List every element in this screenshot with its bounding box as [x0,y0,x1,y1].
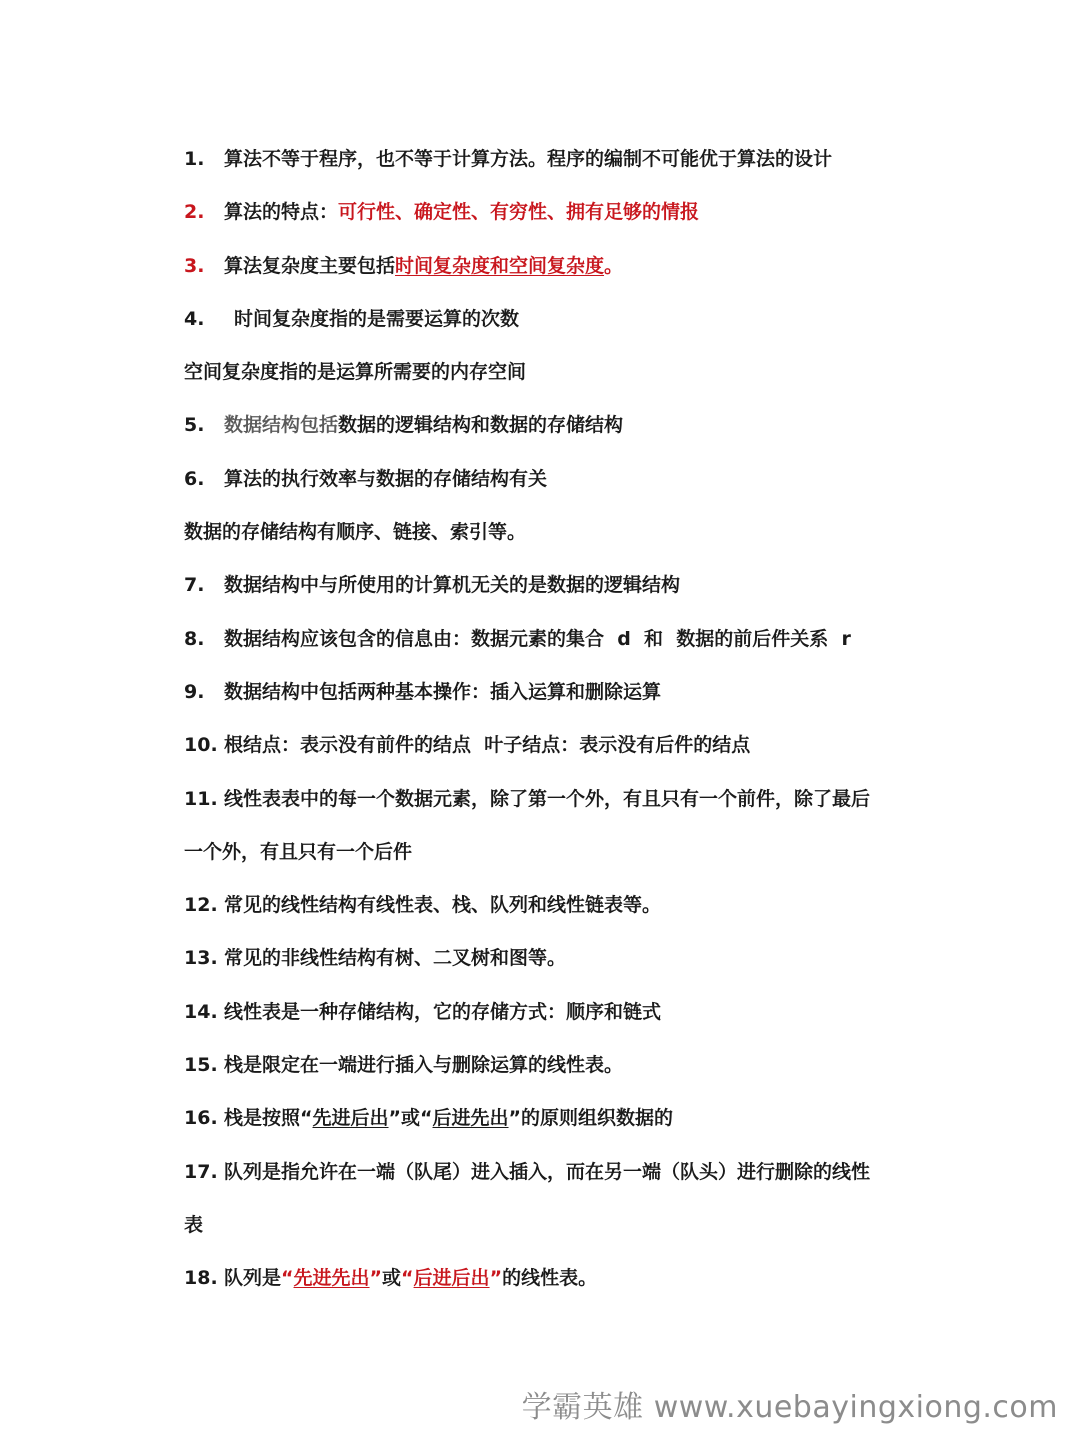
item-number: 8. [184,627,205,650]
item-text: 的线性表。 [502,1267,598,1290]
quote-mark: “ [401,1267,414,1290]
list-item-11-continuation [184,833,944,886]
item-text: 数据的逻辑结构和数据的存储结构 [338,414,624,437]
item-number: 3. [184,254,205,277]
list-item-4 [184,300,944,353]
quote-mark: ” [489,1267,503,1290]
item-text: 线性表表中的每一个数据元素，除了第一个外，有且只有一个前件，除了最后 [224,787,871,810]
item-number: 10. [184,734,218,757]
list-item-9 [184,673,944,726]
list-item-15 [184,1046,944,1099]
item-number: 18. [184,1267,218,1290]
item-number: 15. [184,1054,218,1077]
item-number: 13. [184,947,218,970]
item-text: 根结点：表示没有前件的结点 叶子结点：表示没有后件的结点 [224,734,751,757]
item-text: 数据结构中与所使用的计算机无关的是数据的逻辑结构 [224,574,681,597]
list-item-10 [184,726,944,779]
item-text: ”或“ [388,1107,433,1130]
item-number: 12. [184,894,218,917]
list-item-1 [184,140,944,193]
underlined-text: 先进后出 [312,1107,389,1130]
list-item-2 [184,193,944,246]
list-item-12 [184,886,944,939]
item-number: 16. [184,1107,218,1130]
quote-mark: ” [369,1267,383,1290]
item-text: 线性表是一种存储结构，它的存储方式：顺序和链式 [224,1000,662,1023]
gray-text: 数据结构包括 [224,414,339,437]
item-text: 算法的执行效率与数据的存储结构有关 [224,467,548,490]
highlighted-text: 可行性、确定性、有穷性、拥有足够的情报 [338,201,700,224]
item-text: 空间复杂度指的是运算所需要的内存空间 [184,361,527,384]
item-number: 17. [184,1160,218,1183]
highlighted-underlined-text: 后进后出 [413,1267,490,1290]
item-number: 9. [184,680,205,703]
highlighted-underlined-text: 时间复杂度和空间复杂度 [395,254,605,277]
item-text: 一个外，有且只有一个后件 [184,840,413,863]
list-item-7 [184,566,944,619]
item-text: 队列是 [224,1267,282,1290]
list-item-6-continuation [184,513,944,566]
item-text: ”的原则组织数据的 [508,1107,674,1130]
item-number: 6. [184,467,205,490]
item-text: 常见的非线性结构有树、二叉树和图等。 [224,947,567,970]
item-number: 11. [184,787,218,810]
watermark: 学霸英雄 www.xuebayingxiong.com [521,1390,1058,1425]
item-text: 栈是限定在一端进行插入与删除运算的线性表。 [224,1054,624,1077]
item-suffix: 。 [604,254,624,277]
list-item-13 [184,939,944,992]
list-item-8 [184,620,944,673]
list-item-3 [184,247,944,300]
list-item-5 [184,406,944,459]
item-text: 队列是指允许在一端（队尾）进入插入，而在另一端（队头）进行删除的线性 [224,1160,871,1183]
list-item-18 [184,1259,944,1312]
item-number: 5. [184,414,205,437]
list-item-6 [184,460,944,513]
underlined-text: 后进先出 [432,1107,509,1130]
list-item-17 [184,1153,944,1206]
item-text: 数据结构应该包含的信息由：数据元素的集合 d 和 数据的前后件关系 r [224,627,851,650]
item-number: 7. [184,574,205,597]
quote-mark: “ [281,1267,294,1290]
list-item-11 [184,780,944,833]
list-item-16 [184,1099,944,1152]
item-text: 表 [184,1213,204,1236]
item-number: 2. [184,201,205,224]
highlighted-underlined-text: 先进先出 [293,1267,370,1290]
item-text: 或 [382,1267,402,1290]
item-text: 数据结构中包括两种基本操作：插入运算和删除运算 [224,680,662,703]
item-number: 14. [184,1000,218,1023]
item-number: 1. [184,148,205,170]
list-item-14 [184,993,944,1046]
item-text: 数据的存储结构有顺序、链接、索引等。 [184,521,527,544]
item-number: 4. [184,307,205,330]
document-body [184,140,944,1313]
list-item-4-continuation [184,353,944,406]
item-text: 算法复杂度主要包括 [224,254,396,277]
item-text: 算法的特点： [224,201,339,224]
item-text: 常见的线性结构有线性表、栈、队列和线性链表等。 [224,894,662,917]
item-text: 算法不等于程序，也不等于计算方法。程序的编制不可能优于算法的设计 [224,148,833,170]
list-item-17-continuation [184,1206,944,1259]
item-text: 时间复杂度指的是需要运算的次数 [234,307,520,330]
item-text: 栈是按照“ [224,1107,313,1130]
